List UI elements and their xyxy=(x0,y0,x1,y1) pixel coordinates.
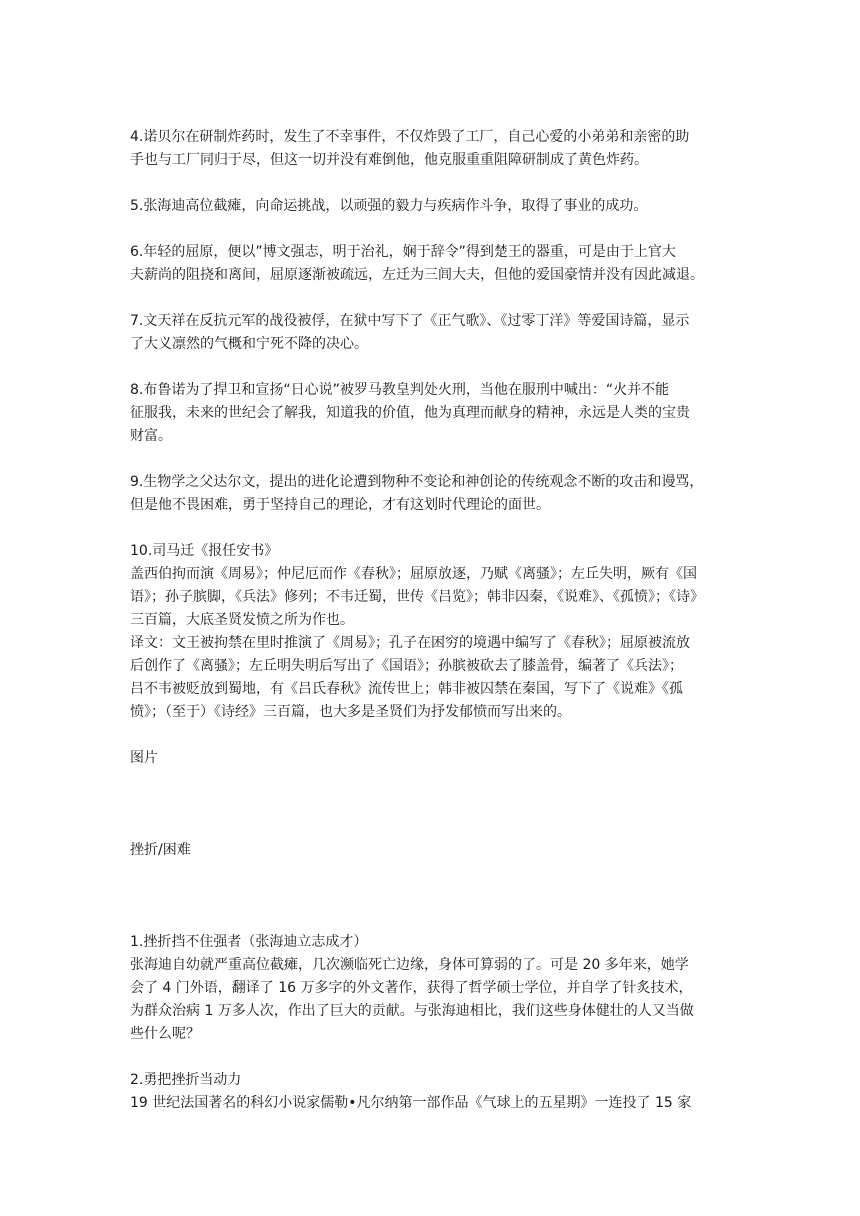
text-line: 但是他不畏困难，勇于坚持自己的理论，才有这划时代理论的面世。 xyxy=(130,497,550,513)
text-line: 张海迪自幼就严重高位截瘫，几次濒临死亡边缘，身体可算弱的了。可是 20 多年来，她学 xyxy=(130,957,689,973)
text-line: 4.诺贝尔在研制炸药时，发生了不幸事件，不仅炸毁了工厂，自己心爱的小弟弟和亲密的助 xyxy=(130,129,690,145)
text-line: 些什么呢？ xyxy=(130,1026,200,1042)
section-title: 挫折/困难 xyxy=(130,842,191,858)
text-line: 会了 4 门外语，翻译了 16 万多字的外文著作，获得了哲学硕士学位，并自学了针炙技术， xyxy=(130,980,693,996)
text-line: 为群众治病 1 万多人次，作出了巨大的贡献。与张海迪相比，我们这些身体健壮的人又当做 xyxy=(130,1003,694,1019)
story-heading: 2.勇把挫折当动力 xyxy=(130,1072,242,1088)
text-line: 夫薪尚的阻挠和离间，屈原逐渐被疏远，左迁为三闾大夫，但他的爱国豪情并没有因此减退。 xyxy=(130,267,704,283)
text-line: 译文：文王被拘禁在里时推演了《周易》；孔子在困穷的境遇中编写了《春秋》；屈原被流放 xyxy=(130,635,690,651)
paragraph-8 xyxy=(130,379,740,448)
text-line: 语》；孙子膑脚，《兵法》修列；不韦迁蜀，世传《吕览》；韩非囚秦，《说难》、《孤愤》；《诗》 xyxy=(130,589,704,605)
text-line: 了大义凛然的气概和宁死不降的决心。 xyxy=(130,336,368,352)
paragraph-6 xyxy=(130,241,740,287)
text-line: 19 世纪法国著名的科幻小说家儒勒•凡尔纳第一部作品《气球上的五星期》一连投了 15 家 xyxy=(130,1095,692,1111)
paragraph-4 xyxy=(130,126,740,172)
story-2 xyxy=(130,1069,740,1115)
paragraph-5 xyxy=(130,195,740,218)
text-line: 后创作了《离骚》；左丘明失明后写出了《国语》；孙膑被砍去了膝盖骨，编著了《兵法》； xyxy=(130,658,683,674)
text-line: 10.司马迁《报任安书》 xyxy=(130,543,279,559)
text-line: 三百篇，大底圣贤发愤之所为作也。 xyxy=(130,612,354,628)
story-heading: 1.挫折挡不住强者（张海迪立志成才） xyxy=(130,934,368,950)
text-line: 征服我，未来的世纪会了解我，知道我的价值，他为真理而献身的精神，永远是人类的宝贵 xyxy=(130,405,690,421)
text-line: 9.生物学之父达尔文，提出的进化论遭到物种不变论和神创论的传统观念不断的攻击和谩骂， xyxy=(130,474,704,490)
paragraph-9 xyxy=(130,471,740,517)
text-line: 8.布鲁诺为了捍卫和宣扬“日心说”被罗马教皇判处火刑，当他在服刑中喊出：“火并不能 xyxy=(130,382,670,398)
document-body xyxy=(130,126,740,1115)
paragraph-7 xyxy=(130,310,740,356)
text-line: 吕不韦被贬放到蜀地，有《吕氏春秋》流传世上；韩非被囚禁在秦国，写下了《说难》《孤 xyxy=(130,681,683,697)
text-line: 7.文天祥在反抗元军的战役被俘，在狱中写下了《正气歌》、《过零丁洋》等爱国诗篇，显示 xyxy=(130,313,690,329)
text-line: 财富。 xyxy=(130,428,172,444)
text-line: 5.张海迪高位截瘫，向命运挑战，以顽强的毅力与疾病作斗争，取得了事业的成功。 xyxy=(130,198,648,214)
text-line: 手也与工厂同归于尽，但这一切并没有难倒他，他克服重重阻障研制成了黄色炸药。 xyxy=(130,152,648,168)
image-label: 图片 xyxy=(130,750,158,766)
paragraph-10 xyxy=(130,540,740,724)
text-line: 愤》；（至于）《诗经》三百篇，也大多是圣贤们为抒发郁愤而写出来的。 xyxy=(130,704,571,720)
story-1 xyxy=(130,931,740,1046)
text-line: 盖西伯拘而演《周易》；仲尼厄而作《春秋》；屈原放逐，乃赋《离骚》；左丘失明，厥有《国 xyxy=(130,566,697,582)
text-line: 6.年轻的屈原，便以”博文强志，明于治礼，娴于辞令”得到楚王的器重，可是由于上官大 xyxy=(130,244,676,260)
